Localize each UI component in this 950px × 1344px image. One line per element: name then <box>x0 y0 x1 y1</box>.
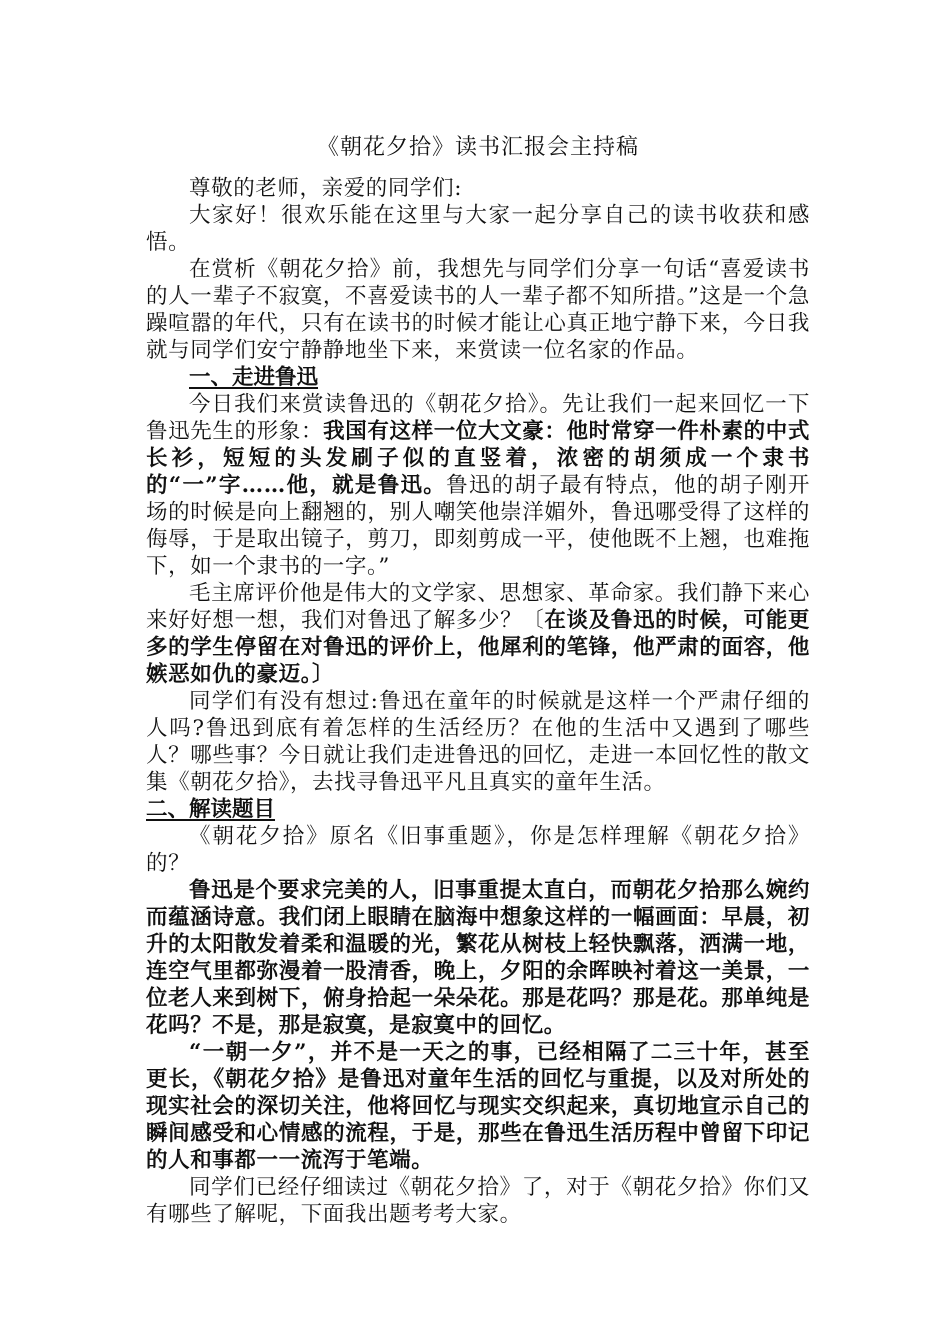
opening-paragraph: 在赏析《朝花夕拾》前，我想先与同学们分享一句话“喜爱读书的人一辈子不寂寞，不喜爱读书的人一辈子都不知所措。”这是一个急躁喧嚣的年代，只有在读书的时候才能让心真正地宁静下来，今日我就与同学们安宁静静地坐下来，来赏读一位名家的作品。 <box>146 257 810 363</box>
section2-paragraph-3: “一朝一夕”，并不是一天之的事，已经相隔了二三十年，甚至更长，《朝花夕拾》是鲁迅对童年生活的回忆与重提，以及对所处的现实社会的深切关注，他将回忆与现实交织起来，真切地宣示自己的瞬间感受和心情感的流程，于是，那些在鲁迅生活历程中曾留下印记的人和事都一一流泻于笔端。 <box>146 1040 810 1173</box>
section1-paragraph-3: 同学们有没有想过:鲁迅在童年的时候就是这样一个严肃仔细的人吗?鲁迅到底有着怎样的生活经历？在他的生活中又遇到了哪些人？哪些事？今日就让我们走进鲁迅的回忆，走进一本回忆性的散文集《朝花夕拾》，去找寻鲁迅平凡且真实的童年生活。 <box>146 689 810 795</box>
section1-paragraph-2-lead: 毛主席评价他是伟大的文学家、思想家、革命家。我们静下来心来好好想一想，我们对鲁迅了解多少？〔 <box>146 581 810 633</box>
intro-paragraph: 大家好！很欢乐能在这里与大家一起分享自己的读书收获和感悟。 <box>146 203 810 255</box>
section1-paragraph-1-bold: 我国有这样一位大文豪：他时常穿一件朴素的中式长衫，短短的头发刷子似的直竖着，浓密的胡须成一个隶书的“一”字……他，就是鲁迅。 <box>146 419 810 498</box>
section2-paragraph-4: 同学们已经仔细读过《朝花夕拾》了，对于《朝花夕拾》你们又有哪些了解呢，下面我出题考考大家。 <box>146 1175 810 1227</box>
section1-paragraph-1 <box>146 391 810 580</box>
section1-paragraph-2 <box>146 580 810 688</box>
section1-paragraph-1-lead: 今日我们来赏读鲁迅的《朝花夕拾》。先让我们一起来回忆一下鲁迅先生的形象： <box>146 392 810 444</box>
section-heading-1: 一、走进鲁迅 <box>189 365 319 390</box>
section2-paragraph-1: 《朝花夕拾》原名《旧事重题》，你是怎样理解《朝花夕拾》的？ <box>146 824 810 876</box>
greeting: 尊敬的老师，亲爱的同学们: <box>189 176 463 201</box>
document-body <box>146 134 810 1228</box>
section2-paragraph-2: 鲁迅是个要求完美的人，旧事重提太直白，而朝花夕拾那么婉约而蕴涵诗意。我们闭上眼睛在脑海中想象这样的一幅画面：早晨，初升的太阳散发着柔和温暖的光，繁花从树枝上轻快飘落，洒满一地，连空气里都弥漫着一股清香，晚上，夕阳的余晖映衬着这一美景，一位老人来到树下，俯身拾起一朵朵花。那是花吗？那是花。那单纯是花吗？不是，那是寂寞，是寂寞中的回忆。 <box>146 878 810 1038</box>
document-title: 《朝花夕拾》读书汇报会主持稿 <box>316 135 639 160</box>
section1-paragraph-2-bold: 在谈及鲁迅的时候，可能更多的学生停留在对鲁迅的评价上，他犀利的笔锋，他严肃的面容，他嫉恶如仇的豪迈。〕 <box>146 608 810 687</box>
section-heading-2: 二、解读题目 <box>146 797 276 822</box>
section1-paragraph-1-tail: 鲁迅的胡子最有特点，他的胡子刚开场的时候是向上翻翘的，别人嘲笑他崇洋媚外，鲁迅哪受得了这样的侮辱，于是取出镜子，剪刀，即刻剪成一平，使他既不上翘，也难拖下，如一个隶书的一字。” <box>146 473 810 579</box>
